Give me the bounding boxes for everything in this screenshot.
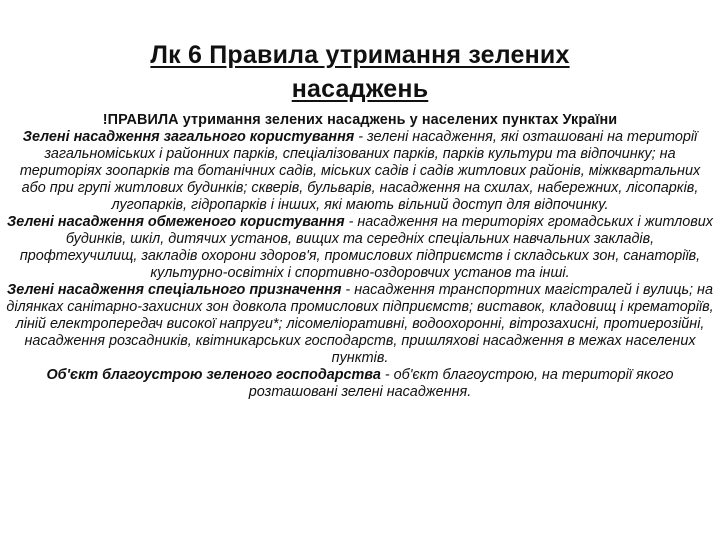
definition-landscaping-object: - об'єкт благоустрою, на території якого розташовані зелені насадження. (248, 367, 674, 400)
paragraph-landscaping-object (6, 367, 714, 401)
rules-heading: !ПРАВИЛА утримання зелених насаджень у населених пунктах України (102, 112, 618, 128)
page-title-line-2: насаджень (291, 75, 429, 103)
page-title-line-1: Лк 6 Правила утримання зелених (150, 41, 570, 69)
definition-special-purpose: - насадження транспортних магістралей і вулиць; на ділянках санітарно-захисних зон довкола промислових підприємств; виставок, кладовищ і крематоріїв, ліній електропередач високої напруги*; лісомеліоративні, водоохоронні, вітрозахисні, протиерозійні, насадження розсадників, квітникарських господарств, пришляхові насадження в межах населених пунктів. (6, 282, 714, 366)
paragraph-general-use (6, 129, 714, 214)
page-title (60, 38, 660, 106)
paragraph-special-purpose (6, 282, 714, 367)
body-text (6, 112, 714, 401)
paragraph-limited-use (6, 214, 714, 282)
term-landscaping-object: Об'єкт благоустрою зеленого господарства (46, 367, 381, 383)
definition-general-use: - зелені насадження, які озташовані на території загальноміських і районних парків, спеціалізованих парків, парків культури та відпочинку; на територіях зоопарків та ботанічних садів, міських садів і садів житлових районів, міжквартальних або при групі житлових будинків; скверів, бульварів, насадження на схилах, набережних, лісопарків, лугопарків, гідропарків і інших, які мають вільний доступ для відпочинку. (19, 129, 701, 213)
term-limited-use: Зелені насадження обмеженого користування (7, 214, 345, 230)
definition-limited-use: - насадження на територіях громадських і житлових будинків, шкіл, дитячих установ, вищих та середніх спеціальних навчальних закладів, профтехучилищ, закладів охорони здоров'я, промислових підприємств і складських зон, санаторіїв, культурно-освітніх і спортивно-оздоровчих установ та інші. (19, 214, 713, 281)
term-general-use: Зелені насадження загального користування (22, 129, 355, 145)
term-special-purpose: Зелені насадження спеціального призначення (7, 282, 342, 298)
